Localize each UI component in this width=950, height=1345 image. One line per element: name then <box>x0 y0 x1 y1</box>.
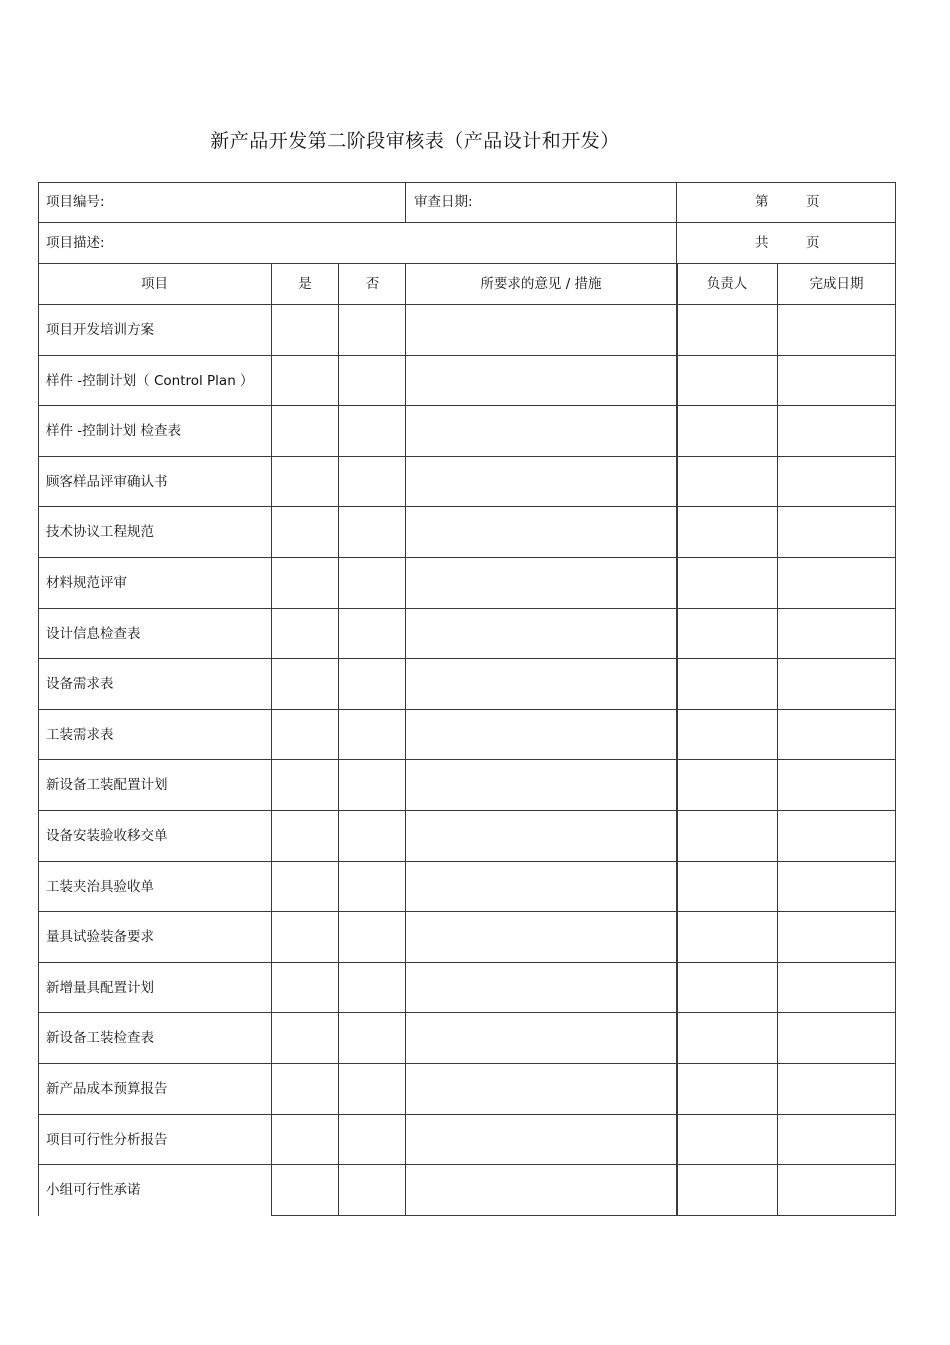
owner-cell[interactable] <box>678 1115 777 1165</box>
no-cell[interactable] <box>339 963 405 1013</box>
no-cell[interactable] <box>339 305 405 355</box>
no-cell[interactable] <box>339 609 405 659</box>
completion-date-cell[interactable] <box>778 609 895 659</box>
page-number-suffix: 页 <box>806 194 820 210</box>
row-item-label: 小组可行性承诺 <box>46 1182 141 1198</box>
review-form-table <box>38 182 895 1212</box>
row-item-label: 设计信息检查表 <box>46 626 141 642</box>
comments-cell[interactable] <box>406 305 676 355</box>
row-item-label: 设备安装验收移交单 <box>46 828 168 844</box>
comments-cell[interactable] <box>406 1013 676 1063</box>
yes-cell[interactable] <box>272 811 338 861</box>
owner-cell[interactable] <box>678 1064 777 1114</box>
owner-cell[interactable] <box>678 1013 777 1063</box>
column-header-owner: 负责人 <box>706 276 748 292</box>
no-cell[interactable] <box>339 862 405 912</box>
no-cell[interactable] <box>339 1165 405 1215</box>
yes-cell[interactable] <box>272 1064 338 1114</box>
owner-cell[interactable] <box>678 912 777 962</box>
column-header-item: 项目 <box>141 276 168 292</box>
row-item-label: 新增量具配置计划 <box>46 980 154 996</box>
no-cell[interactable] <box>339 760 405 810</box>
owner-cell[interactable] <box>678 305 777 355</box>
comments-cell[interactable] <box>406 356 676 406</box>
row-item-label: 材料规范评审 <box>46 575 127 591</box>
form-title: 新产品开发第二阶段审核表（产品设计和开发） <box>210 130 620 152</box>
comments-cell[interactable] <box>406 760 676 810</box>
row-item-label: 项目可行性分析报告 <box>46 1132 168 1148</box>
header-column-divider <box>405 182 406 223</box>
row-item-label: 样件 -控制计划（ Control Plan ） <box>46 373 254 389</box>
comments-cell[interactable] <box>406 1115 676 1165</box>
yes-cell[interactable] <box>272 710 338 760</box>
no-cell[interactable] <box>339 659 405 709</box>
row-item-label: 工装需求表 <box>46 727 114 743</box>
owner-cell[interactable] <box>678 760 777 810</box>
comments-cell[interactable] <box>406 457 676 507</box>
completion-date-cell[interactable] <box>778 1064 895 1114</box>
completion-date-cell[interactable] <box>778 710 895 760</box>
comments-cell[interactable] <box>406 558 676 608</box>
table-right-border <box>895 182 896 1216</box>
yes-cell[interactable] <box>272 1013 338 1063</box>
owner-cell[interactable] <box>678 558 777 608</box>
total-pages-label: 共 <box>755 235 769 251</box>
yes-cell[interactable] <box>272 609 338 659</box>
owner-cell[interactable] <box>678 406 777 456</box>
page-number-label: 第 <box>755 194 769 210</box>
header-divider <box>38 222 896 223</box>
no-cell[interactable] <box>339 457 405 507</box>
completion-date-cell[interactable] <box>778 457 895 507</box>
owner-cell[interactable] <box>678 811 777 861</box>
yes-cell[interactable] <box>272 1165 338 1215</box>
completion-date-cell[interactable] <box>778 558 895 608</box>
row-item-label: 工装夹治具验收单 <box>46 879 154 895</box>
yes-cell[interactable] <box>272 457 338 507</box>
no-cell[interactable] <box>339 811 405 861</box>
completion-date-cell[interactable] <box>778 912 895 962</box>
column-header-completion-date: 完成日期 <box>809 276 864 292</box>
owner-cell[interactable] <box>678 356 777 406</box>
row-item-label: 项目开发培训方案 <box>46 322 154 338</box>
row-item-label: 顾客样品评审确认书 <box>46 474 168 490</box>
column-header-no: 否 <box>365 276 380 292</box>
yes-cell[interactable] <box>272 1115 338 1165</box>
comments-cell[interactable] <box>406 710 676 760</box>
completion-date-cell[interactable] <box>778 1115 895 1165</box>
comments-cell[interactable] <box>406 507 676 557</box>
owner-cell[interactable] <box>678 963 777 1013</box>
yes-cell[interactable] <box>272 558 338 608</box>
no-cell[interactable] <box>339 356 405 406</box>
no-cell[interactable] <box>339 507 405 557</box>
comments-cell[interactable] <box>406 862 676 912</box>
owner-cell[interactable] <box>678 507 777 557</box>
yes-cell[interactable] <box>272 659 338 709</box>
comments-cell[interactable] <box>406 912 676 962</box>
completion-date-cell[interactable] <box>778 659 895 709</box>
completion-date-cell[interactable] <box>778 406 895 456</box>
comments-cell[interactable] <box>406 1165 676 1215</box>
no-cell[interactable] <box>339 710 405 760</box>
comments-cell[interactable] <box>406 659 676 709</box>
owner-cell[interactable] <box>678 1165 777 1215</box>
row-item-label: 技术协议工程规范 <box>46 524 154 540</box>
project-description-label: 项目描述: <box>46 235 105 251</box>
no-cell[interactable] <box>339 406 405 456</box>
completion-date-cell[interactable] <box>778 305 895 355</box>
yes-cell[interactable] <box>272 760 338 810</box>
comments-cell[interactable] <box>406 1064 676 1114</box>
comments-cell[interactable] <box>406 963 676 1013</box>
completion-date-cell[interactable] <box>778 507 895 557</box>
owner-cell[interactable] <box>678 659 777 709</box>
no-cell[interactable] <box>339 912 405 962</box>
yes-cell[interactable] <box>272 912 338 962</box>
yes-cell[interactable] <box>272 507 338 557</box>
completion-date-cell[interactable] <box>778 811 895 861</box>
yes-cell[interactable] <box>272 963 338 1013</box>
completion-date-cell[interactable] <box>778 760 895 810</box>
completion-date-cell[interactable] <box>778 1165 895 1215</box>
completion-date-cell[interactable] <box>778 963 895 1013</box>
column-header-yes: 是 <box>298 276 312 292</box>
row-item-label: 设备需求表 <box>46 676 114 692</box>
project-number-label: 项目编号: <box>46 194 105 210</box>
completion-date-cell[interactable] <box>778 356 895 406</box>
no-cell[interactable] <box>339 558 405 608</box>
owner-cell[interactable] <box>678 710 777 760</box>
completion-date-cell[interactable] <box>778 862 895 912</box>
comments-cell[interactable] <box>406 609 676 659</box>
no-cell[interactable] <box>339 1115 405 1165</box>
yes-cell[interactable] <box>272 862 338 912</box>
column-header-comments-measures: 所要求的意见 / 措施 <box>480 276 602 292</box>
header-divider <box>38 263 896 264</box>
total-pages-suffix: 页 <box>806 235 820 251</box>
owner-cell[interactable] <box>678 862 777 912</box>
row-item-label: 新设备工装配置计划 <box>46 777 168 793</box>
owner-cell[interactable] <box>678 457 777 507</box>
completion-date-cell[interactable] <box>778 1013 895 1063</box>
yes-cell[interactable] <box>272 406 338 456</box>
yes-cell[interactable] <box>272 356 338 406</box>
owner-cell[interactable] <box>678 609 777 659</box>
no-cell[interactable] <box>339 1064 405 1114</box>
row-item-label: 新产品成本预算报告 <box>46 1081 168 1097</box>
table-bottom-border <box>271 1215 896 1216</box>
no-cell[interactable] <box>339 1013 405 1063</box>
comments-cell[interactable] <box>406 406 676 456</box>
review-date-label: 审查日期: <box>414 194 473 210</box>
row-item-label: 新设备工装检查表 <box>46 1030 154 1046</box>
row-item-label: 样件 -控制计划 检查表 <box>46 423 181 439</box>
yes-cell[interactable] <box>272 305 338 355</box>
row-item-label: 量具试验装备要求 <box>46 929 154 945</box>
comments-cell[interactable] <box>406 811 676 861</box>
table-top-border <box>38 182 896 183</box>
